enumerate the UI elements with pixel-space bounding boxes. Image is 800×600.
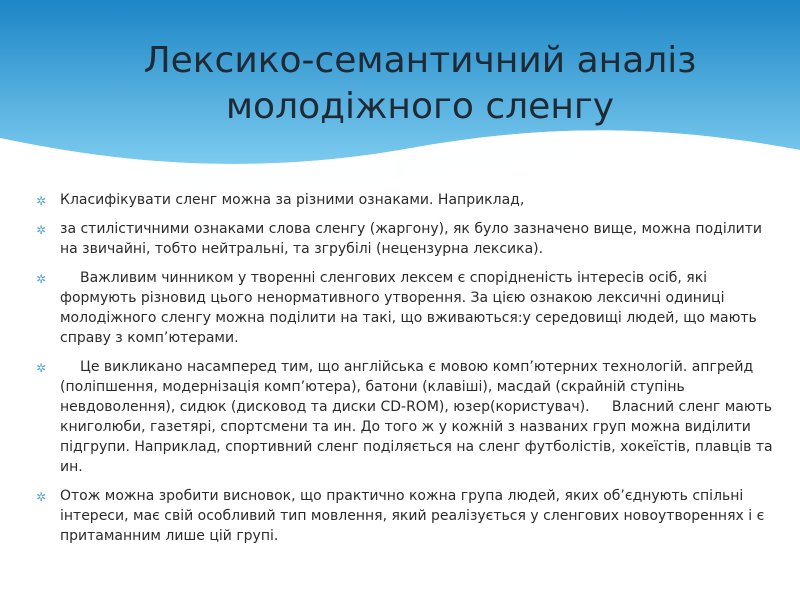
slide-title: [100, 38, 740, 130]
bullet-icon: ✲: [36, 272, 47, 286]
bullet-icon: ✲: [36, 223, 47, 237]
paragraph-text: Класифікувати сленг можна за різними ознаками. Наприклад,: [60, 192, 525, 208]
bullet-paragraph-4: [36, 357, 778, 477]
paragraph-text: Важливим чинником у творенні сленгових лексем є спорідненість інтересів осіб, які формують різновид цього ненормативного утворення. За цією ознакою лексичні одиниці молодіжного сленгу можна поділити на такі, що вживаються:у середовищі людей, що мають справу з комп’ютерами.: [60, 270, 757, 346]
bullet-paragraph-5: [36, 486, 778, 546]
paragraph-text: Це викликано насамперед тим, що англійська є мовою комп’ютерних технологій. апгрейд (поліпшення, модернізація комп’ютера), батони (клавіші), масдай (скрайній ступінь невдоволення), сидюк (дисковод та диски CD-ROM), юзер(користувач). Власний сленг мають книголюби, газетярі, спортсмени та ин. До того ж у кожній з названих груп можна виділити підгрупи. Наприклад, спортивний сленг поділяється на сленг футболістів, хокеїстів, плавців та ин.: [60, 359, 778, 475]
bullet-paragraph-1: [36, 190, 778, 210]
bullet-icon: ✲: [36, 361, 47, 375]
paragraph-text: за стилістичними ознаками слова сленгу (жаргону), як було зазначено вище, можна поділити на звичайні, тобто нейтральні, та згрубілі (нецензурна лексика).: [60, 221, 763, 257]
title-line-1: Лексико-семантичний аналіз: [143, 40, 697, 81]
title-line-2: молодіжного сленгу: [225, 86, 615, 127]
slide-body: [36, 190, 778, 555]
bullet-paragraph-2: [36, 219, 778, 259]
bullet-icon: ✲: [36, 194, 47, 208]
bullet-paragraph-3: [36, 268, 778, 348]
paragraph-text: Отож можна зробити висновок, що практично кожна група людей, яких об’єднують спільні інтереси, має свій особливий тип мовлення, який реалізується у сленгових новоутвореннях і є притаманним лише цій групі.: [60, 488, 765, 544]
bullet-icon: ✲: [36, 490, 47, 504]
